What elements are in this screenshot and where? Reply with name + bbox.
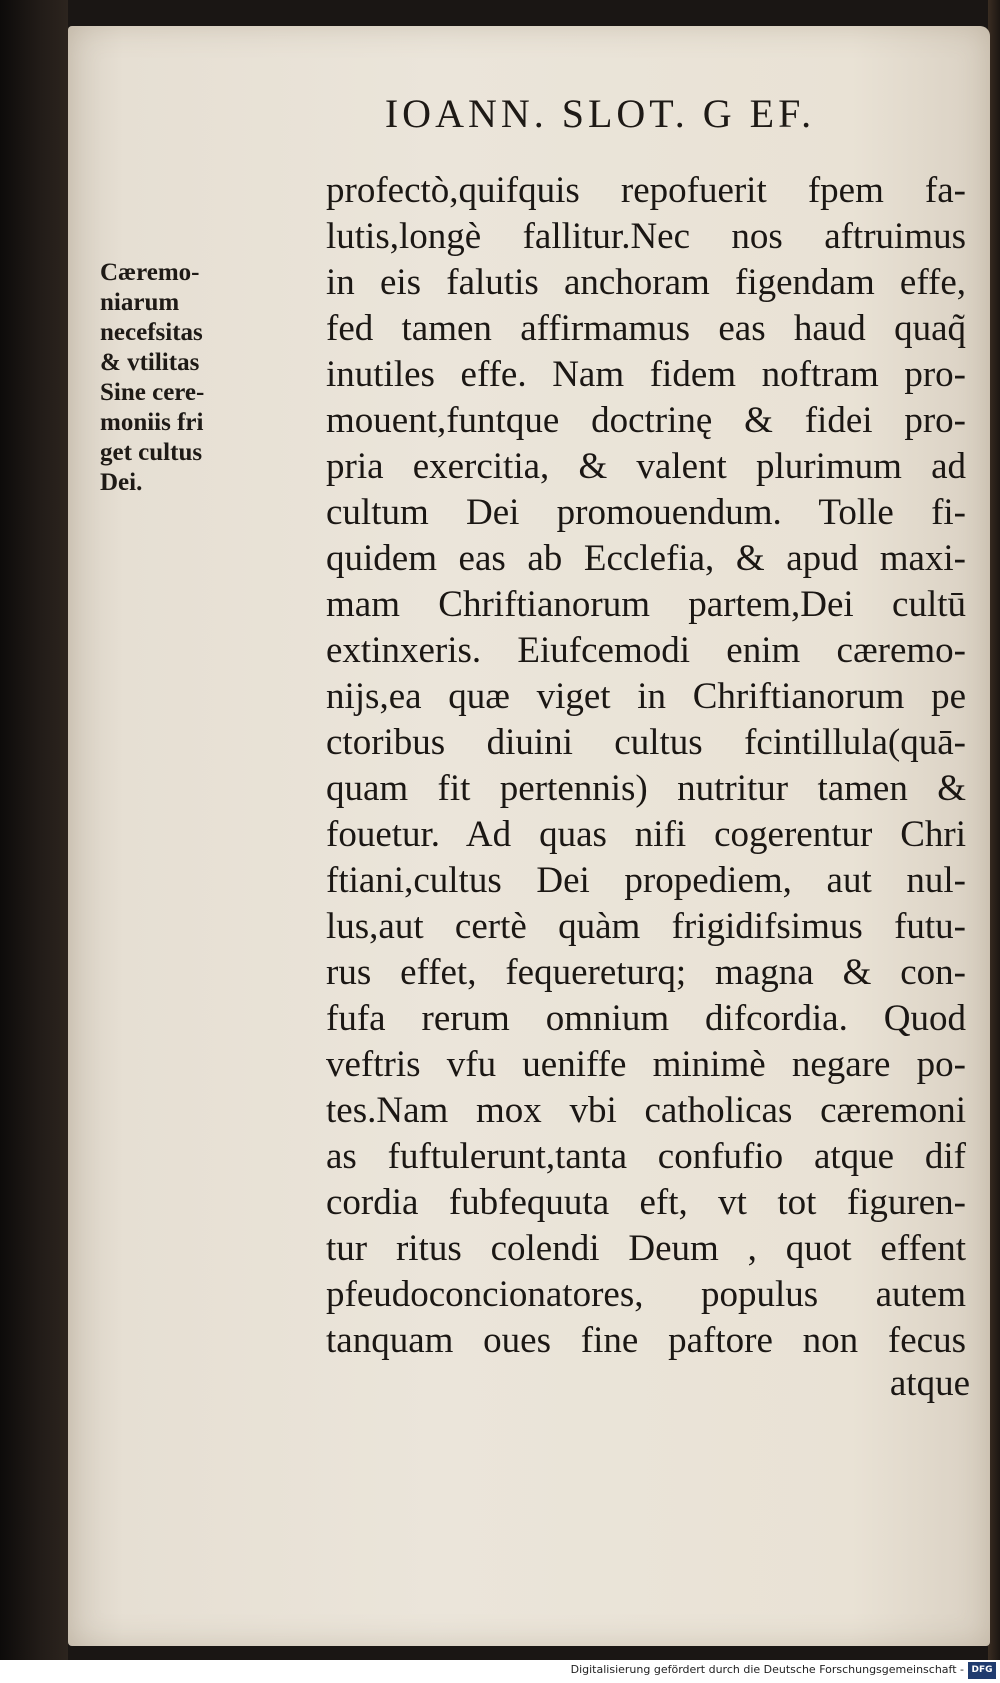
marginal-line: Dei. xyxy=(100,469,143,496)
marginal-line: & vtilitas xyxy=(100,349,200,376)
text-line: tes.Nam mox vbi catholicas cæremoni xyxy=(326,1090,966,1131)
marginal-note xyxy=(100,258,310,498)
catchword: atque xyxy=(889,1363,970,1404)
marginal-line: moniis fri xyxy=(100,409,204,436)
text-line: as fuftulerunt,tanta confufio atque dif xyxy=(326,1136,966,1177)
text-line: mouent,funtque doctrinę & fidei pro- xyxy=(326,400,966,441)
text-line: mam Chriftianorum partem,Dei cultū xyxy=(326,584,966,625)
footer-bar xyxy=(0,1660,1000,1683)
text-line: fufa rerum omnium difcordia. Quod xyxy=(326,998,966,1039)
text-line: nijs,ea quæ viget in Chriftianorum pe xyxy=(326,676,966,717)
marginal-line: Sine cere- xyxy=(100,379,205,406)
text-line: quidem eas ab Ecclefia, & apud maxi- xyxy=(326,538,966,579)
marginal-line: niarum xyxy=(100,289,180,316)
book-binding-edge xyxy=(0,0,68,1660)
marginal-line: Cæremo- xyxy=(100,259,200,286)
text-line: quam fit pertennis) nutritur tamen & xyxy=(326,768,966,809)
text-line: veftris vfu ueniffe minimè negare po- xyxy=(326,1044,966,1085)
text-line: tanquam oues fine paftore non fecus xyxy=(326,1320,966,1361)
footer-credit: Digitalisierung gefördert durch die Deutsche Forschungsgemeinschaft - xyxy=(570,1663,964,1676)
text-line: profectò,quifquis repofuerit fpem fa- xyxy=(326,170,966,211)
text-line: inutiles effe. Nam fidem noftram pro- xyxy=(326,354,966,395)
text-line: pfeudoconcionatores, populus autem xyxy=(326,1274,966,1315)
running-head: IOANN. SLOT. G EF. xyxy=(384,91,816,136)
text-line: tur ritus colendi Deum , quot effent xyxy=(326,1228,966,1269)
text-line: pria exercitia, & valent plurimum ad xyxy=(326,446,966,487)
text-line: ctoribus diuini cultus fcintillula(quā- xyxy=(326,722,966,763)
text-line: lus,aut certè quàm frigidifsimus futu- xyxy=(326,906,966,947)
text-line: fouetur. Ad quas nifi cogerentur Chri xyxy=(326,814,966,855)
marginal-line: get cultus xyxy=(100,439,203,466)
body-text xyxy=(326,168,966,1364)
text-line: lutis,longè fallitur.Nec nos aftruimus xyxy=(326,216,966,257)
marginal-line: necefsitas xyxy=(100,319,203,346)
text-line: ftiani,cultus Dei propediem, aut nul- xyxy=(326,860,966,901)
text-line: rus effet, fequereturq; magna & con- xyxy=(326,952,966,993)
text-line: extinxeris. Eiufcemodi enim cæremo- xyxy=(326,630,966,671)
text-line: cordia fubfequuta eft, vt tot figuren- xyxy=(326,1182,966,1223)
text-line: cultum Dei promouendum. Tolle fi- xyxy=(326,492,966,533)
text-line: in eis falutis anchoram figendam effe, xyxy=(326,262,966,303)
text-line: fed tamen affirmamus eas haud quaq̃ xyxy=(326,308,966,349)
dfg-logo: DFG xyxy=(968,1662,996,1679)
